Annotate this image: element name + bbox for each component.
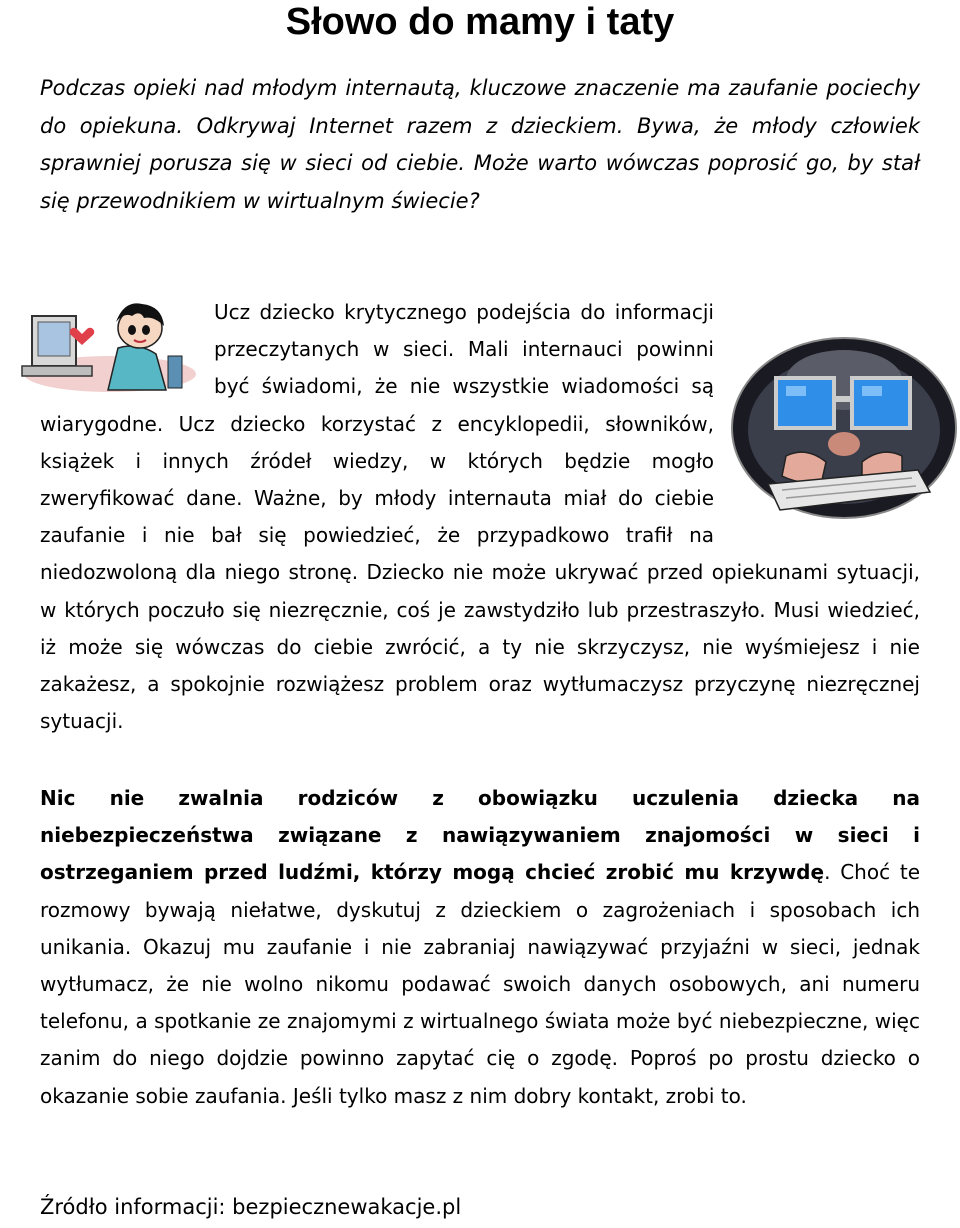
- intro-paragraph: Podczas opieki nad młodym internautą, kluczowe znaczenie ma zaufanie pociechy do opiekuna. Odkrywaj Internet razem z dzieckiem. Bywa, że młody człowiek sprawniej porusza się w sieci od ciebie. Może warto wówczas poprosić go, by stał się przewodnikiem w wirtualnym świecie?: [40, 76, 920, 213]
- safety-paragraph-bold: Nic nie zwalnia rodziców z obowiązku uczulenia dziecka na niebezpieczeństwa związane z nawiązywaniem znajomości w sieci i ostrzeganiem przed ludźmi, którzy mogą chcieć zrobić mu krzywdę: [40, 786, 920, 885]
- person-with-monitor-glasses-illustration: [728, 334, 960, 522]
- page-title: Słowo do mamy i taty: [285, 1, 675, 43]
- safety-paragraph-rest: . Choć te rozmowy bywają niełatwe, dyskutuj z dzieckiem o zagrożeniach i sposobach ich unikania. Okazuj mu zaufanie i nie zabraniaj nawiązywać przyjaźni w sieci, jednak wytłumacz, że nie wolno nikomu podawać swoich danych osobowych, ani numeru telefonu, a spotkanie ze znajomymi z wirtualnego świata może być niebezpieczne, więc zanim do niego dojdzie powinno zapytać cię o zgodę. Poproś po prostu dziecko o okazanie sobie zaufania. Jeśli tylko masz z nim dobry kontakt, zrobi to.: [40, 860, 921, 1108]
- source-line: Źródło informacji: bezpiecznewakacje.pl: [40, 1195, 462, 1219]
- critical-thinking-text: Ucz dziecko krytycznego podejścia do informacji przeczytanych w sieci. Mali internauci powinni być świadomi, że nie wszystkie wiadomości są wiarygodne. Ucz dziecko korzystać z encyklopedii, słowników, książek i innych źródeł wiedzy, w których będzie mogło zweryfikować dane. Ważne, by młody internauta miał do ciebie zaufanie i nie bał się powiedzieć, że przypadkowo trafił na niedozwoloną dla niego stronę. Dziecko nie może ukrywać przed opiekunami sytuacji, w których poczuło się niezręcznie, coś je zawstydziło lub przestraszyło. Musi wiedzieć, iż może się wówczas do ciebie zwrócić, a ty nie skrzyczysz, nie wyśmiejesz i nie zakażesz, a spokojnie rozwiążesz problem oraz wytłumaczysz przyczynę niezręcznej sytuacji.: [40, 300, 920, 734]
- safety-paragraph: [40, 780, 920, 1115]
- critical-thinking-paragraph: [40, 294, 920, 740]
- girl-at-computer-illustration: [18, 298, 196, 394]
